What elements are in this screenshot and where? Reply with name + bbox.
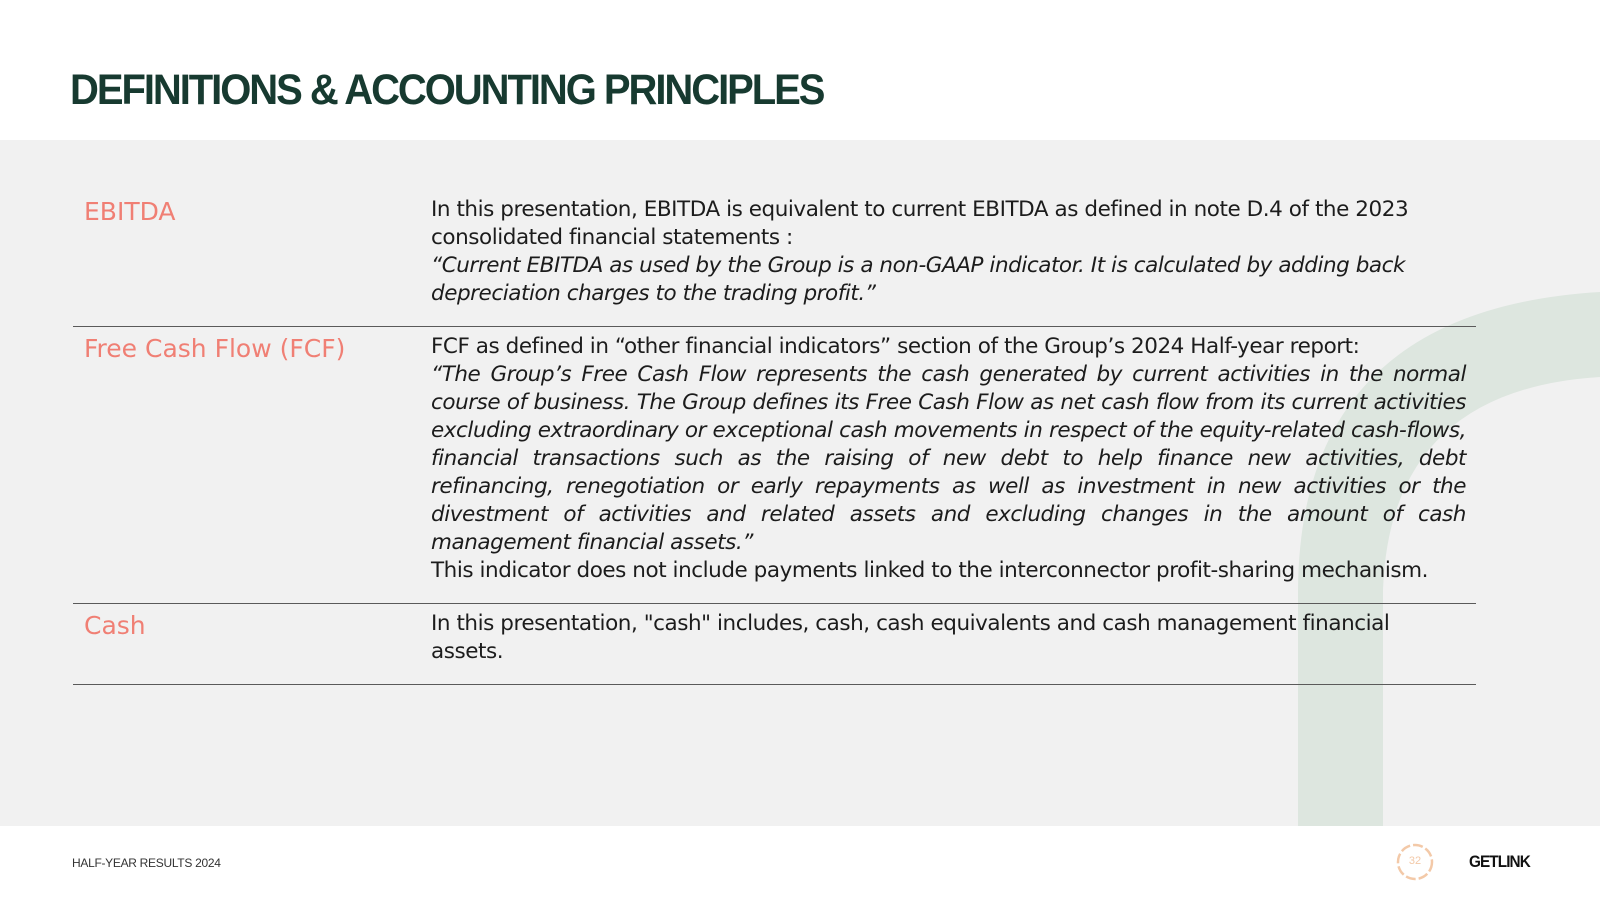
definition-term: Cash xyxy=(84,611,146,640)
definition-term: Free Cash Flow (FCF) xyxy=(84,334,346,363)
content-area xyxy=(0,140,1600,826)
definition-term: EBITDA xyxy=(84,197,176,226)
definition-row-ebitda xyxy=(73,196,1476,327)
definition-quote: “Current EBITDA as used by the Group is a non-GAAP indicator. It is calculated by adding back depreciation charges to the trading profit.” xyxy=(431,253,1406,306)
definition-note: This indicator does not include payments linked to the interconnector profit-sharing mechanism. xyxy=(431,558,1428,583)
page-title: DEFINITIONS & ACCOUNTING PRINCIPLES xyxy=(70,66,824,114)
page-number: 32 xyxy=(1408,855,1422,867)
definitions-table xyxy=(73,196,1476,685)
definition-text xyxy=(431,333,1476,585)
definition-text xyxy=(431,196,1476,308)
definition-text xyxy=(431,610,1476,666)
definition-intro: In this presentation, "cash" includes, cash, cash equivalents and cash management financial assets. xyxy=(431,611,1390,664)
definition-intro: In this presentation, EBITDA is equivalent to current EBITDA as defined in note D.4 of the 2023 consolidated financial statements : xyxy=(431,197,1409,250)
definition-intro: FCF as defined in “other financial indicators” section of the Group’s 2024 Half-year report: xyxy=(431,334,1360,359)
definition-row-fcf xyxy=(73,327,1476,604)
definition-quote: “The Group’s Free Cash Flow represents the cash generated by current activities in the normal course of business. The Group defines its Free Cash Flow as net cash flow from its current activities excluding extraordinary or exceptional cash movements in respect of the equity-related cash-flows, financial transactions such as the raising of new debt to help finance new activities, debt refinancing, renegotiation or early repayments as well as investment in new activities or the divestment of activities and related assets and excluding changes in the amount of cash management financial assets.” xyxy=(431,362,1466,555)
footer-label: HALF-YEAR RESULTS 2024 xyxy=(72,856,221,870)
brand-logo: GETLINK xyxy=(1469,852,1530,871)
definition-row-cash xyxy=(73,604,1476,685)
